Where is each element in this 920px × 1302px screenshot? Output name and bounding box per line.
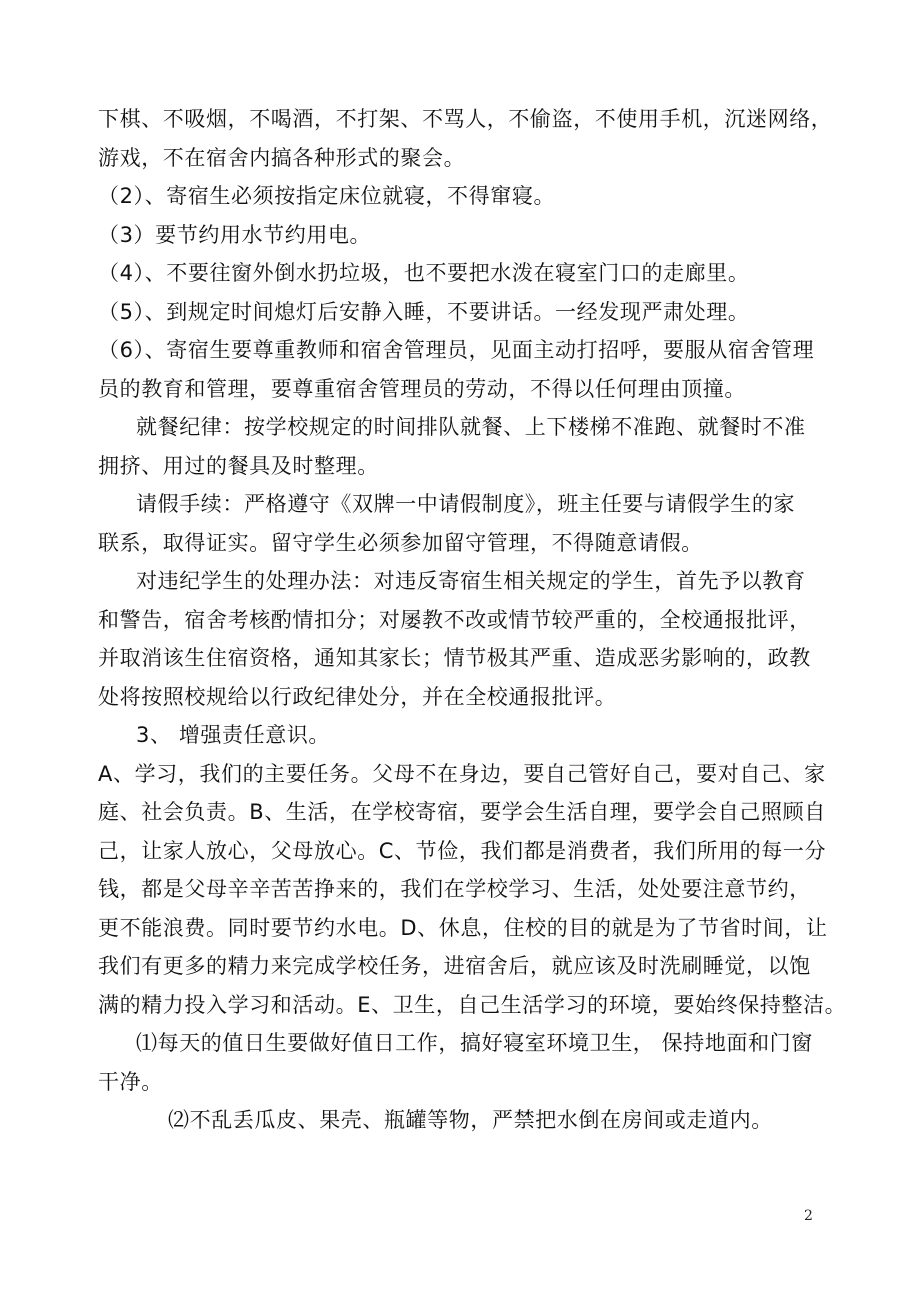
text-line: 庭、社会负责。B、生活，在学校寄宿，要学会生活自理，要学会自己照顾自 [98,800,826,824]
text-line: （6）、寄宿生要尊重教师和宿舍管理员，见面主动打招呼，要服从宿舍管理 [98,338,815,362]
text-line: 干净。 [98,1069,163,1094]
text-line: 对违纪学生的处理办法：对违反寄宿生相关规定的学生，首先予以教育 [136,569,806,593]
text-line: 拥挤、用过的餐具及时整理。 [98,453,379,478]
text-line: 员的教育和管理，要尊重宿舍管理员的劳动，不得以任何理由顶撞。 [98,376,746,401]
page-number: 2 [804,1208,813,1224]
text-line: 更不能浪费。同时要节约水电。D、休息，住校的目的就是为了节省时间，让 [98,915,828,940]
text-line: （4）、不要往窗外倒水扔垃圾，也不要把水泼在寝室门口的走廊里。 [98,261,750,285]
text-line: 和警告，宿舍考核酌情扣分；对屡教不改或情节较严重的，全校通报批评， [98,607,811,632]
text-line: 处将按照校规给以行政纪律处分，并在全校通报批评。 [98,684,617,709]
text-line: 就餐纪律：按学校规定的时间排队就餐、上下楼梯不准跑、就餐时不准 [136,415,806,439]
text-line: 我们有更多的精力来完成学校任务，进宿舍后，就应该及时洗刷睡觉，以饱 [98,954,811,978]
text-line: 钱，都是父母辛辛苦苦挣来的，我们在学校学习、生活，处处要注意节约， [98,877,811,901]
text-line: 游戏，不在宿舍内搞各种形式的聚会。 [98,145,466,170]
text-line: 3、 增强责任意识。 [136,723,331,747]
text-line: A、学习，我们的主要任务。父母不在身边，要自己管好自己，要对自己、家 [98,761,826,786]
text-line: ⑵不乱丢瓜皮、果壳、瓶罐等物，严禁把水倒在房间或走道内。 [168,1108,773,1132]
text-line: 请假手续：严格遵守《双牌一中请假制度》，班主任要与请假学生的家 [136,492,796,516]
document-body [98,100,847,1140]
text-line: 满的精力投入学习和活动。E、卫生，自己生活学习的环境，要始终保持整洁。 [98,992,847,1017]
text-line: 下棋、不吸烟，不喝酒，不打架、不骂人，不偷盗，不使用手机，沉迷网络， [98,107,833,131]
text-line: （2）、寄宿生必须按指定床位就寝，不得窜寝。 [98,184,556,208]
text-line: （5）、到规定时间熄灯后安静入睡，不要讲话。一经发现严肃处理。 [98,299,750,324]
text-line: （3）要节约用水节约用电。 [98,222,372,247]
text-line: ⑴每天的值日生要做好值日工作，搞好寝室环境卫生， 保持地面和门窗 [136,1031,813,1055]
text-line: 联系，取得证实。留守学生必须参加留守管理，不得随意请假。 [98,530,703,555]
text-line: 己，让家人放心，父母放心。C、节俭，我们都是消费者，我们所用的每一分 [98,838,827,863]
text-line: 并取消该生住宿资格，通知其家长；情节极其严重、造成恶劣影响的，政教 [98,646,811,670]
